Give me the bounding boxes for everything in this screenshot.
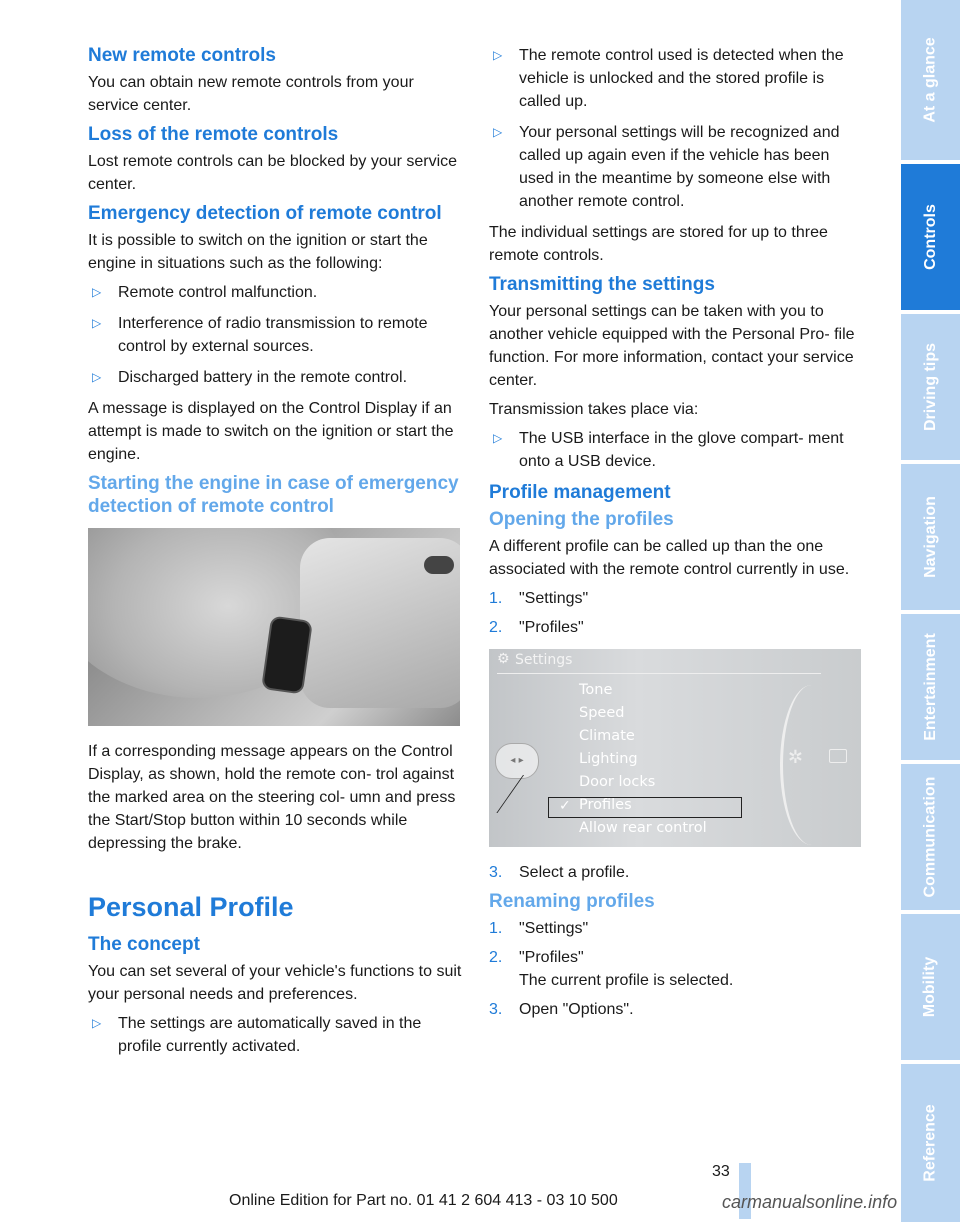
list-item: ▷ The remote control used is detected when the vehicle is unlocked and the stored profile is called up.	[489, 44, 863, 113]
step-note: The current profile is selected.	[519, 972, 734, 989]
watermark: carmanualsonline.info	[722, 1192, 898, 1212]
selection-frame	[548, 797, 742, 818]
list-item: ▷ Remote control malfunction.	[88, 281, 462, 304]
section-title: New remote controls	[88, 45, 276, 66]
chapter-title: Personal Profile	[88, 892, 294, 922]
list-item: ▷ Your personal settings will be recognized and called up again even if the vehicle has been used in the meantime by someone else with another remote control.	[489, 121, 863, 213]
gear-icon: ⚙	[497, 651, 510, 667]
controller-icon: ◂ ▸	[495, 743, 539, 779]
triangle-bullet-icon: ▷	[493, 48, 503, 62]
tab-controls[interactable]: Controls	[901, 164, 960, 310]
paragraph: Lost remote controls can be blocked by your service center.	[88, 153, 458, 193]
numbered-list	[489, 917, 863, 1021]
footer-text: Online Edition for Part no. 01 41 2 604 413 - 03 10 500	[229, 1192, 618, 1209]
list-item: 1. "Settings"	[489, 590, 589, 607]
paragraph: A different profile can be called up than the one associated with the remote control currently in use.	[489, 538, 850, 578]
bullet-list	[489, 427, 863, 473]
list-item: 2. "Profiles" The current profile is selected.	[489, 949, 734, 989]
menu-item: Lighting	[579, 751, 638, 767]
triangle-bullet-icon: ▷	[92, 1016, 102, 1030]
tab-navigation[interactable]: Navigation	[901, 464, 960, 610]
tab-communication[interactable]: Communication	[901, 764, 960, 910]
page-number: 33	[712, 1163, 730, 1180]
list-item: 3. Select a profile.	[489, 864, 630, 881]
section-title: Loss of the remote controls	[88, 124, 339, 145]
triangle-bullet-icon: ▷	[493, 431, 503, 445]
menu-item: Door locks	[579, 774, 656, 790]
section-title: Profile management	[489, 482, 671, 503]
section-title: The concept	[88, 934, 200, 955]
start-stop-button-icon	[424, 556, 454, 574]
section-title: Transmitting the settings	[489, 274, 715, 295]
options-icon	[829, 749, 847, 763]
chapter-sidebar	[901, 0, 960, 1222]
screen-header: Settings	[515, 652, 573, 668]
numbered-list	[489, 861, 863, 884]
subsection-title: Opening the profiles	[489, 509, 674, 530]
paragraph: It is possible to switch on the ignition or start the engine in situations such as the following:	[88, 232, 428, 272]
paragraph: Transmission takes place via:	[489, 401, 699, 418]
paragraph: You can obtain new remote controls from your service center.	[88, 74, 414, 114]
bullet-list	[88, 1012, 462, 1058]
bullet-list	[88, 281, 462, 389]
steering-column-photo	[88, 528, 460, 726]
list-item: ▷ The settings are automatically saved in the profile currently activated.	[88, 1012, 462, 1058]
tab-entertainment[interactable]: Entertainment	[901, 614, 960, 760]
list-item: 3. Open "Options".	[489, 1001, 634, 1018]
numbered-list	[489, 587, 863, 639]
menu-item: Tone	[579, 682, 613, 698]
list-item: ▷ Interference of radio transmission to remote control by external sources.	[88, 312, 462, 358]
list-item: ▷ Discharged battery in the remote control.	[88, 366, 462, 389]
paragraph: The individual settings are stored for up to three remote controls.	[489, 224, 828, 264]
menu-item: Allow rear control	[579, 820, 707, 836]
menu-item-selected: Profiles	[579, 797, 632, 813]
paragraph: You can set several of your vehicle's functions to suit your personal needs and preferences.	[88, 963, 462, 1003]
section-title: Emergency detection of remote control	[88, 203, 442, 224]
paragraph: If a corresponding message appears on the Control Display, as shown, hold the remote con- trol against the marked area on the steering col- umn and press the Start/Stop button within 10 seconds while depressing the brake.	[88, 743, 456, 852]
checkmark-icon: ✓	[559, 798, 571, 814]
menu-item: Climate	[579, 728, 635, 744]
tab-at-a-glance[interactable]: At a glance	[901, 0, 960, 160]
list-item: 1. "Settings"	[489, 920, 589, 937]
settings-screen-image	[489, 649, 861, 847]
subsection-title: Starting the engine in case of emergency detection of remote control	[88, 473, 459, 517]
tab-mobility[interactable]: Mobility	[901, 914, 960, 1060]
triangle-bullet-icon: ▷	[92, 316, 102, 330]
menu-item: Speed	[579, 705, 625, 721]
list-item: ▷ The USB interface in the glove compart- ment onto a USB device.	[489, 427, 863, 473]
list-item: 2. "Profiles"	[489, 619, 584, 636]
paragraph: A message is displayed on the Control Display if an attempt is made to switch on the ignition or start the engine.	[88, 400, 454, 463]
left-column	[88, 44, 462, 1066]
paragraph: Your personal settings can be taken with you to another vehicle equipped with the Personal Pro- file function. For more information, contact your service center.	[489, 303, 855, 389]
settings-dial-icon: ✲	[787, 747, 803, 768]
bullet-list	[489, 44, 863, 213]
tab-reference[interactable]: Reference	[901, 1064, 960, 1222]
triangle-bullet-icon: ▷	[92, 285, 102, 299]
subsection-title: Renaming profiles	[489, 891, 655, 912]
right-column	[489, 44, 863, 1027]
triangle-bullet-icon: ▷	[493, 125, 503, 139]
triangle-bullet-icon: ▷	[92, 370, 102, 384]
tab-driving-tips[interactable]: Driving tips	[901, 314, 960, 460]
